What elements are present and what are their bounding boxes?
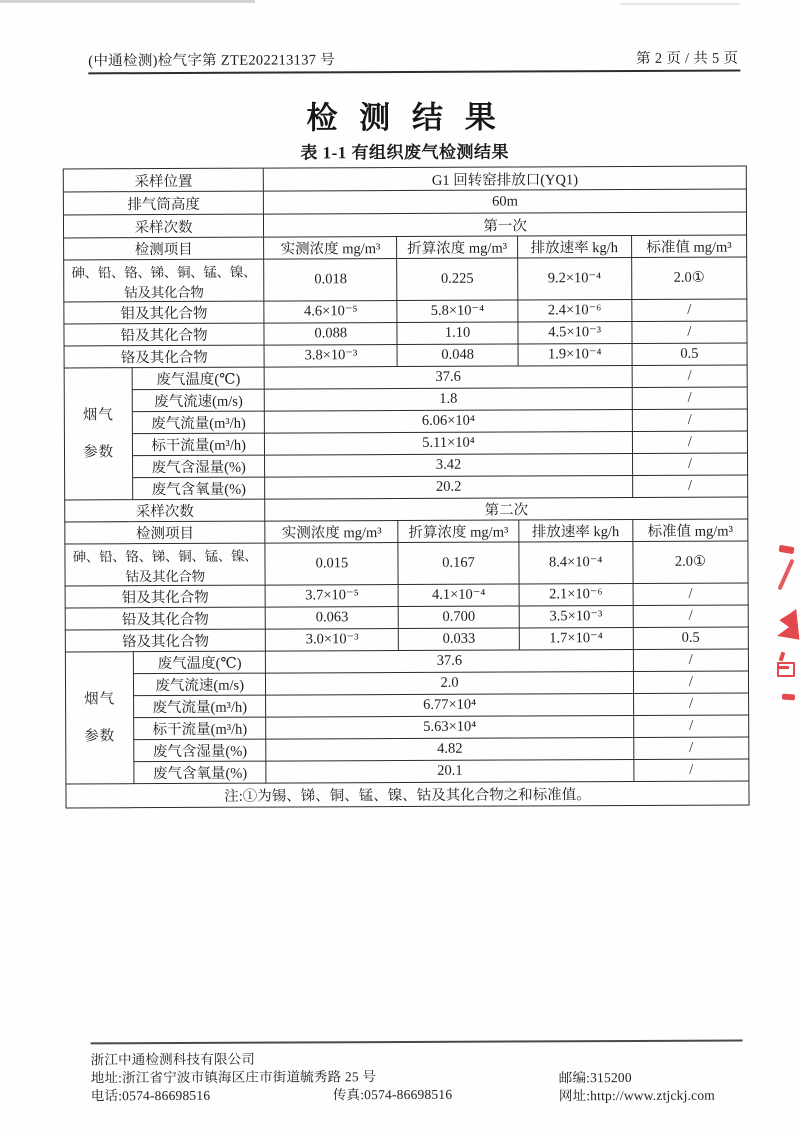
pollutant-name: 钼及其化合物 (65, 585, 265, 608)
cell-label: 排气筒高度 (63, 191, 263, 215)
flue-param-value: 5.11×10⁴ (265, 431, 633, 455)
pollutant-name: 铬及其化合物 (64, 345, 264, 368)
column-header-measured: 实测浓度 mg/m³ (265, 521, 398, 544)
flue-param-name: 废气流速(m/s) (132, 389, 264, 412)
standard-value: / (634, 737, 749, 760)
rate-value: 2.1×10⁻⁶ (519, 583, 633, 605)
column-header-converted: 折算浓度 mg/m³ (397, 236, 517, 259)
flue-param-name: 废气流量(m³/h) (134, 695, 266, 718)
pollutant-name: 铅及其化合物 (65, 607, 265, 630)
flue-param-value: 20.2 (265, 475, 633, 499)
flue-param-name: 废气含氧量(%) (133, 477, 265, 500)
column-header-measured: 实测浓度 mg/m³ (264, 237, 397, 260)
flue-param-value: 3.42 (265, 453, 633, 477)
report-title: 检 测 结 果 (306, 99, 503, 136)
cell-value: 第一次 (264, 212, 747, 237)
rate-value: 1.7×10⁻⁴ (519, 627, 633, 649)
table-note: 注:①为锡、锑、铜、锰、镍、钴及其化合物之和标准值。 (66, 781, 749, 808)
pollutant-name: 铅及其化合物 (64, 323, 264, 346)
measured-value: 0.015 (265, 543, 398, 586)
flue-param-name: 废气流速(m/s) (134, 673, 266, 696)
pollutant-name: 铬及其化合物 (65, 629, 265, 652)
flue-param-name: 废气含湿量(%) (134, 739, 266, 762)
document-number: (中通检测)检气字第 ZTE202213137 号 (88, 52, 336, 70)
standard-value: / (634, 759, 749, 782)
flue-param-value: 37.6 (266, 649, 634, 673)
flue-param-value: 6.06×10⁴ (265, 409, 633, 433)
column-header-standard: 标准值 mg/m³ (631, 235, 746, 258)
standard-value: / (632, 365, 747, 388)
standard-value: / (632, 453, 747, 476)
converted-value: 0.167 (398, 542, 518, 585)
cell-value: 第二次 (265, 497, 748, 521)
flue-param-value: 6.77×10⁴ (266, 693, 634, 717)
standard-value: / (633, 605, 748, 628)
measured-value: 3.7×10⁻⁵ (265, 585, 398, 608)
rate-value: 3.5×10⁻³ (519, 605, 633, 627)
standard-value: / (633, 583, 748, 606)
pollutant-name: 钼及其化合物 (64, 301, 264, 324)
column-header-rate: 排放速率 kg/h (518, 519, 632, 541)
column-header-converted: 折算浓度 mg/m³ (398, 520, 518, 543)
cell-label: 采样次数 (63, 214, 263, 238)
column-header-standard: 标准值 mg/m³ (633, 519, 748, 542)
standard-value: / (633, 671, 748, 694)
postal-code: 邮编:315200 (558, 1069, 632, 1086)
measured-value: 0.063 (265, 607, 398, 630)
flue-param-name: 废气温度(℃) (133, 651, 265, 674)
standard-value: 2.0① (633, 541, 748, 584)
flue-param-name: 标干流量(m³/h) (133, 433, 265, 456)
fax-number: 传真:0574-86698516 (332, 1086, 453, 1103)
company-address: 地址:浙江省宁波市镇海区庄市街道毓秀路 25 号 (90, 1069, 377, 1086)
rate-value: 2.4×10⁻⁶ (517, 299, 631, 321)
flue-param-value: 37.6 (264, 365, 632, 389)
converted-value: 0.048 (397, 344, 517, 367)
measured-value: 3.8×10⁻³ (264, 345, 397, 368)
cell-label: 采样位置 (63, 168, 263, 192)
converted-value: 0.700 (399, 606, 519, 629)
pollutant-name: 砷、铅、铬、锑、铜、锰、镍、 钴及其化合物 (64, 259, 264, 302)
flue-param-value: 4.82 (266, 737, 634, 761)
flue-param-name: 废气温度(℃) (132, 367, 264, 390)
standard-value: 0.5 (633, 627, 748, 650)
phone-number: 电话:0574-86698516 (90, 1087, 211, 1104)
standard-value: / (633, 649, 748, 672)
pollutant-name: 砷、铅、铬、锑、铜、锰、镍、 钴及其化合物 (65, 543, 265, 586)
measured-value: 4.6×10⁻⁵ (264, 301, 397, 324)
standard-value: / (632, 475, 747, 498)
page-number: 第 2 页 / 共 5 页 (636, 50, 739, 67)
flue-param-name: 废气含氧量(%) (134, 761, 266, 784)
standard-value: / (632, 387, 747, 410)
measured-value: 0.018 (264, 259, 397, 302)
standard-value: 0.5 (632, 343, 747, 366)
rate-value: 1.9×10⁻⁴ (518, 343, 632, 365)
measured-value: 0.088 (264, 323, 397, 346)
converted-value: 0.033 (399, 628, 519, 651)
standard-value: / (633, 693, 748, 716)
rate-value: 8.4×10⁻⁴ (519, 541, 633, 583)
cell-label: 采样次数 (65, 499, 265, 522)
flue-gas-group-label: 烟气 参数 (64, 368, 133, 500)
flue-param-name: 废气含湿量(%) (133, 455, 265, 478)
company-name: 浙江中通检测科技有限公司 (90, 1051, 256, 1068)
converted-value: 4.1×10⁻⁴ (399, 584, 519, 607)
column-header-item: 检测项目 (65, 521, 265, 544)
flue-param-value: 2.0 (266, 671, 634, 695)
table-caption: 表 1-1 有组织废气检测结果 (300, 142, 510, 163)
standard-value: / (632, 321, 747, 344)
rate-value: 4.5×10⁻³ (518, 321, 632, 343)
rate-value: 9.2×10⁻⁴ (517, 257, 631, 299)
cell-value: G1 回转窑排放口(YQ1) (264, 166, 747, 191)
converted-value: 1.10 (397, 322, 517, 345)
standard-value: / (632, 431, 747, 454)
column-header-item: 检测项目 (64, 237, 264, 260)
measured-value: 3.0×10⁻³ (266, 629, 399, 652)
flue-param-value: 20.1 (266, 759, 634, 783)
cell-value: 60m (264, 189, 747, 214)
standard-value: / (632, 299, 747, 322)
flue-param-name: 废气流量(m³/h) (132, 411, 264, 434)
flue-gas-group-label: 烟气 参数 (65, 652, 134, 784)
website-url: 网址:http://www.ztjckj.com (558, 1087, 715, 1104)
converted-value: 5.8×10⁻⁴ (397, 300, 517, 323)
standard-value: 2.0① (631, 257, 746, 300)
column-header-rate: 排放速率 kg/h (517, 235, 631, 257)
standard-value: / (632, 409, 747, 432)
flue-param-value: 1.8 (265, 387, 633, 411)
standard-value: / (633, 715, 748, 738)
flue-param-value: 5.63×10⁴ (266, 715, 634, 739)
converted-value: 0.225 (397, 258, 517, 301)
flue-param-name: 标干流量(m³/h) (134, 717, 266, 740)
